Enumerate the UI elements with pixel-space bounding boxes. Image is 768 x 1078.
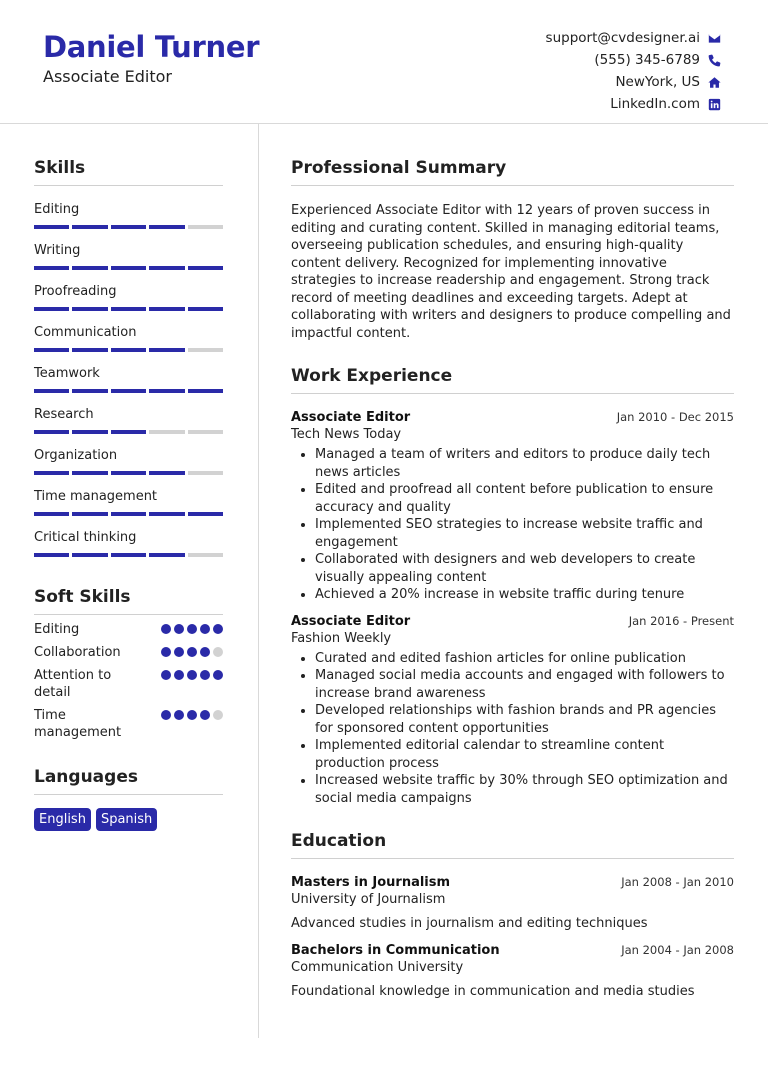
job-bullet: • Managed a team of writers and editors to produce daily tech news articles	[315, 446, 734, 481]
skill-item	[34, 489, 223, 516]
rating-dot	[213, 710, 223, 720]
job-bullet: • Collaborated with designers and web developers to create visually appealing content	[315, 551, 734, 586]
soft-skill-rating	[161, 644, 223, 657]
skill-level-segment	[34, 512, 69, 516]
skill-level-segment	[72, 307, 107, 311]
skill-level-segment	[34, 389, 69, 393]
rating-dot	[213, 647, 223, 657]
skill-level-bar	[34, 430, 223, 434]
language-badge: Spanish	[96, 808, 157, 831]
education-date: Jan 2004 - Jan 2008	[621, 942, 734, 957]
languages-list	[34, 808, 223, 831]
skill-name: Editing	[34, 202, 80, 217]
rating-dot	[187, 624, 197, 634]
skill-name: Critical thinking	[34, 530, 137, 545]
rating-dot	[213, 624, 223, 634]
education-list	[291, 875, 734, 1000]
job-bullet: • Implemented editorial calendar to streamline content production process	[315, 737, 734, 772]
job-entry	[291, 614, 734, 808]
rating-dot	[174, 647, 184, 657]
experience-title: Work Experience	[291, 366, 734, 394]
job-company: Tech News Today	[291, 427, 402, 442]
skill-item	[34, 202, 223, 229]
rating-dot	[174, 710, 184, 720]
skill-item	[34, 243, 223, 270]
skill-item	[34, 284, 223, 311]
skill-level-segment	[111, 430, 146, 434]
soft-skill-name: Time management	[34, 708, 122, 740]
language-badge: English	[34, 808, 91, 831]
soft-skills-title: Soft Skills	[34, 587, 223, 615]
skill-level-bar	[34, 471, 223, 475]
soft-skill-rating	[161, 621, 223, 634]
skill-item	[34, 325, 223, 352]
education-school: Communication University	[291, 959, 464, 975]
education-degree: Masters in Journalism	[291, 875, 451, 890]
languages-title: Languages	[34, 767, 223, 795]
education-date: Jan 2008 - Jan 2010	[621, 875, 734, 889]
skill-name: Writing	[34, 243, 81, 258]
summary-text: Experienced Associate Editor with 12 years of proven success in editing and curating content. Skilled in managing editorial teams, overseeing publication schedules, and ensuring high-quality content delivery. Recognized for implementing innovative strategies to increase readership and engagement. Strong track record of meeting deadlines and exceeding targets. Adept at collaborating with writers and designers to produce compelling and impactful content.	[291, 203, 731, 341]
skill-level-segment	[188, 225, 223, 229]
skill-level-segment	[111, 348, 146, 352]
skill-item	[34, 448, 223, 475]
contact-email-text: support@cvdesigner.ai	[545, 30, 700, 46]
envelope-icon	[707, 31, 721, 45]
job-company: Fashion Weekly	[291, 630, 392, 646]
column-divider	[258, 124, 259, 1038]
skill-level-segment	[149, 553, 184, 557]
skill-name: Time management	[34, 489, 158, 504]
candidate-name: Daniel Turner	[43, 30, 260, 64]
skill-level-segment	[149, 348, 184, 352]
skill-level-segment	[149, 266, 184, 270]
skill-level-segment	[72, 512, 107, 516]
summary-title: Professional Summary	[291, 158, 734, 186]
resume-header	[0, 0, 768, 124]
skill-level-segment	[188, 266, 223, 270]
rating-dot	[161, 647, 171, 657]
soft-skill-rating	[161, 667, 223, 680]
skill-level-bar	[34, 553, 223, 557]
skill-level-segment	[188, 553, 223, 557]
job-bullet: • Achieved a 20% increase in website traffic during tenure	[315, 586, 734, 604]
skill-name: Research	[34, 407, 94, 422]
skills-title: Skills	[34, 158, 223, 186]
rating-dot	[200, 670, 210, 680]
soft-skill-item	[34, 707, 223, 741]
job-title: Associate Editor	[291, 613, 411, 629]
skill-level-segment	[34, 553, 69, 557]
skill-level-segment	[111, 307, 146, 311]
job-entry	[291, 410, 734, 604]
soft-skills-list	[34, 621, 223, 741]
education-school: University of Journalism	[291, 892, 446, 907]
skill-level-segment	[72, 389, 107, 393]
contact-linkedin[interactable]	[546, 93, 721, 115]
rating-dot	[187, 647, 197, 657]
soft-skill-name: Editing	[34, 622, 80, 637]
skill-level-bar	[34, 348, 223, 352]
job-header	[291, 614, 734, 629]
skill-name: Teamwork	[34, 366, 100, 381]
contact-phone[interactable]	[546, 49, 721, 71]
skill-level-segment	[188, 348, 223, 352]
job-bullet: • Implemented SEO strategies to increase website traffic and engagement	[315, 516, 734, 551]
contact-email[interactable]	[546, 27, 721, 49]
skill-level-segment	[111, 389, 146, 393]
skill-level-segment	[188, 430, 223, 434]
skill-level-segment	[34, 471, 69, 475]
skill-level-segment	[111, 471, 146, 475]
job-date: Jan 2016 - Present	[628, 613, 734, 628]
experience-list	[291, 410, 734, 807]
skill-level-segment	[111, 553, 146, 557]
skill-name: Organization	[34, 448, 118, 463]
soft-skill-name: Attention to detail	[34, 668, 112, 700]
skill-level-segment	[72, 266, 107, 270]
rating-dot	[187, 670, 197, 680]
rating-dot	[187, 710, 197, 720]
skill-level-segment	[34, 266, 69, 270]
contact-info	[546, 27, 721, 115]
candidate-role: Associate Editor	[43, 67, 173, 86]
skill-item	[34, 407, 223, 434]
skill-level-segment	[111, 512, 146, 516]
skill-level-bar	[34, 512, 223, 516]
rating-dot	[174, 670, 184, 680]
education-degree: Bachelors in Communication	[291, 942, 500, 958]
skill-item	[34, 366, 223, 393]
skill-level-bar	[34, 389, 223, 393]
contact-phone-text: (555) 345-6789	[594, 52, 700, 68]
job-date: Jan 2010 - Dec 2015	[616, 410, 734, 424]
rating-dot	[161, 624, 171, 634]
job-header	[291, 410, 734, 425]
home-icon	[707, 75, 721, 89]
skill-level-segment	[34, 307, 69, 311]
rating-dot	[200, 624, 210, 634]
education-description: Advanced studies in journalism and editing techniques	[291, 916, 648, 931]
skill-level-bar	[34, 266, 223, 270]
skill-level-segment	[34, 430, 69, 434]
skill-level-segment	[34, 348, 69, 352]
soft-skill-name: Collaboration	[34, 645, 121, 660]
skill-level-segment	[149, 389, 184, 393]
right-column	[291, 158, 734, 1000]
skill-item	[34, 530, 223, 557]
job-bullet: • Developed relationships with fashion brands and PR agencies for sponsored content opportunities	[315, 702, 734, 737]
soft-skill-rating	[161, 707, 223, 720]
education-entry	[291, 943, 734, 1001]
skill-level-segment	[149, 471, 184, 475]
skill-level-segment	[72, 348, 107, 352]
skill-level-segment	[188, 307, 223, 311]
rating-dot	[174, 624, 184, 634]
job-bullet: • Curated and edited fashion articles for online publication	[315, 650, 734, 668]
skill-level-segment	[188, 471, 223, 475]
skill-level-segment	[111, 225, 146, 229]
education-description: Foundational knowledge in communication and media studies	[291, 983, 695, 999]
soft-skill-item	[34, 644, 223, 661]
contact-location	[546, 71, 721, 93]
skill-name: Communication	[34, 325, 137, 340]
education-entry	[291, 875, 734, 933]
skill-level-bar	[34, 225, 223, 229]
skill-level-segment	[188, 512, 223, 516]
rating-dot	[200, 647, 210, 657]
job-bullets	[291, 446, 734, 604]
skill-level-segment	[111, 266, 146, 270]
skill-level-segment	[72, 471, 107, 475]
rating-dot	[213, 670, 223, 680]
job-bullet: • Edited and proofread all content before publication to ensure accuracy and quality	[315, 481, 734, 516]
contact-location-text: NewYork, US	[615, 74, 700, 90]
linkedin-icon	[707, 97, 721, 111]
skill-level-segment	[72, 225, 107, 229]
rating-dot	[161, 710, 171, 720]
soft-skill-item	[34, 621, 223, 638]
job-bullet: • Managed social media accounts and engaged with followers to increase brand awareness	[315, 667, 734, 702]
education-header	[291, 875, 734, 890]
left-column	[34, 158, 223, 831]
skills-list	[34, 202, 223, 557]
rating-dot	[200, 710, 210, 720]
education-title: Education	[291, 831, 734, 859]
skill-level-segment	[149, 307, 184, 311]
soft-skill-item	[34, 667, 223, 701]
skill-level-segment	[149, 430, 184, 434]
skill-level-segment	[188, 389, 223, 393]
contact-linkedin-text: LinkedIn.com	[610, 96, 700, 112]
skill-name: Proofreading	[34, 284, 117, 299]
job-title: Associate Editor	[291, 410, 411, 425]
skill-level-segment	[72, 430, 107, 434]
job-bullets	[291, 650, 734, 808]
skill-level-segment	[72, 553, 107, 557]
job-bullet: • Increased website traffic by 30% through SEO optimization and social media campaigns	[315, 772, 734, 807]
skill-level-segment	[149, 512, 184, 516]
rating-dot	[161, 670, 171, 680]
skill-level-bar	[34, 307, 223, 311]
education-header	[291, 943, 734, 958]
phone-icon	[707, 53, 721, 67]
skill-level-segment	[34, 225, 69, 229]
skill-level-segment	[149, 225, 184, 229]
